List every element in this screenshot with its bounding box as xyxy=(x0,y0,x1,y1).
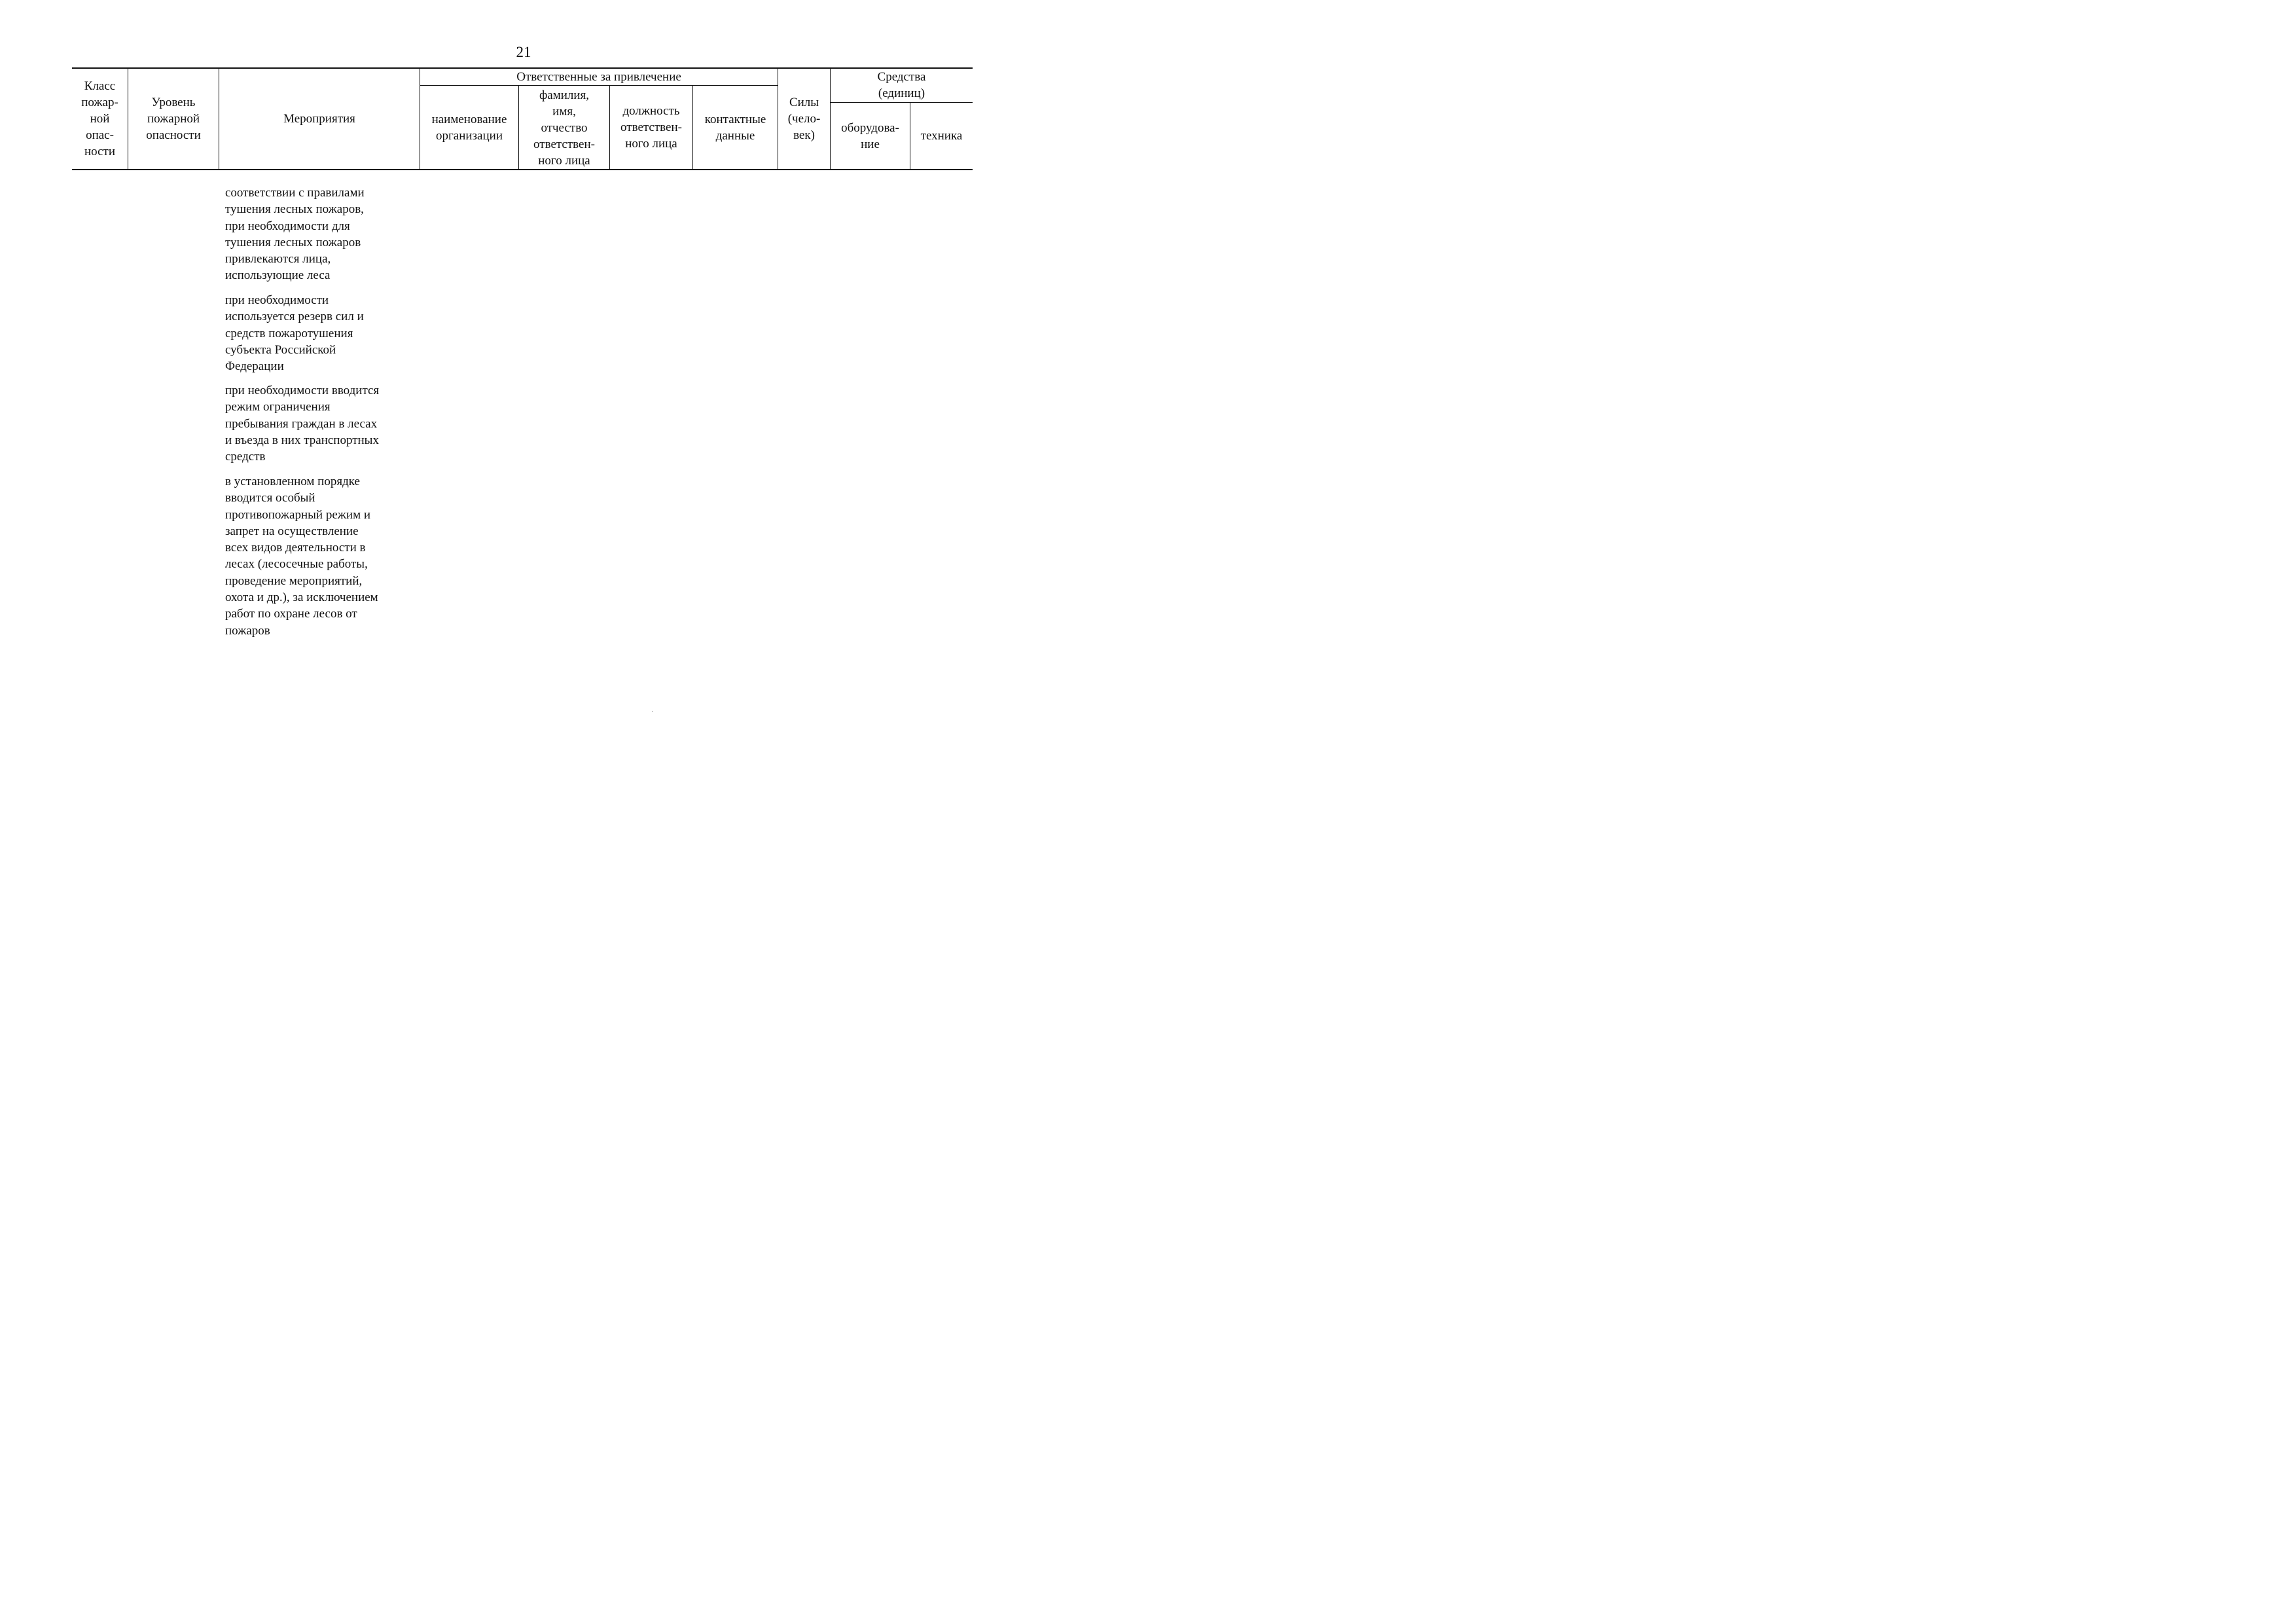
header-fire-class: Класс пожар- ной опас- ности xyxy=(81,79,118,158)
measure-paragraph: соответствии с правилами тушения лесных пожаров, при необходимости для тушения лесных пожаров привлекаются лица, использующие леса xyxy=(225,186,365,283)
header-forces: Силы (чело- век) xyxy=(787,96,821,142)
measure-paragraph: при необходимости используется резерв сил и средств пожаротушения субъекта Российской Федерации xyxy=(225,293,364,374)
header-contacts: контактные данные xyxy=(704,112,766,143)
header-machinery: техника xyxy=(920,129,963,143)
header-bottom-rule xyxy=(72,169,973,170)
header-organization-name: наименование организации xyxy=(431,112,507,143)
header-danger-level: Уровень пожарной опасности xyxy=(146,96,201,142)
header-means-group: Средства (единиц) xyxy=(877,70,926,100)
header-person-name: фамилия, имя, отчество ответствен- ного лица xyxy=(533,88,595,168)
header-measures: Мероприятия xyxy=(283,112,355,126)
header-responsible-group: Ответственные за привлечение xyxy=(516,70,681,84)
header-position: должность ответствен- ного лица xyxy=(620,104,682,151)
measure-paragraph: при необходимости вводится режим ограничения пребывания граждан в лесах и въезда в них транспортных средств xyxy=(225,384,380,464)
scan-speck xyxy=(652,711,653,712)
header-equipment: оборудова- ние xyxy=(841,120,899,151)
measure-paragraph: в установленном порядке вводится особый противопожарный режим и запрет на осуществление всех видов деятельности в лесах (лесосечные работы, проведение мероприятий, охота и др.), за исключением работ по охране лесов от пожаров xyxy=(225,475,378,638)
page-number: 21 xyxy=(516,44,531,60)
